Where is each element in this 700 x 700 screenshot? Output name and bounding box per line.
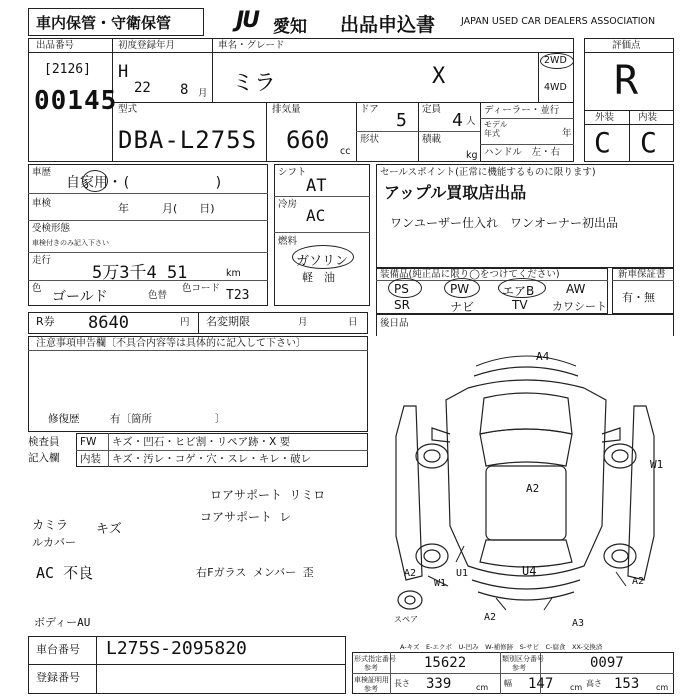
fuel-value: ガソリン [296,254,349,269]
exterior-grade: C [594,126,611,159]
car-name-label: 車名・グレード [218,40,285,51]
equipment-item-navi: ナビ [450,300,475,314]
length-label: 長さ [394,679,410,688]
equipment-item-leather: カワシート [552,300,607,313]
shift-value: AT [306,176,327,196]
handwritten-note-8: ボディーAU [34,616,91,629]
width-value: 147 [528,676,554,692]
seats-unit: 人 [466,116,476,127]
drive-4wd: 4WD [544,82,567,93]
inspector-interior-row: キズ・汚レ・コゲ・穴・スレ・キレ・破レ [112,453,312,465]
history-private-circle [82,170,108,192]
storage-title: 車内保管・守衛保管 [36,14,172,32]
ju-logo: JU [236,8,259,33]
width-unit: cm [570,683,583,692]
inspector-label: 検査員 [28,436,60,448]
height-value: 153 [614,676,640,692]
rating-score: R [614,58,639,104]
type-number-label: 形式指定番号 [354,655,396,663]
repair-value: 有〔箇所 〕 [110,413,226,425]
inspector-fw-row: キズ・凹石・ヒビ割・リペア跡・X 要 [112,436,291,448]
car-grade: X [432,64,446,89]
sales-shop: アップル買取店出品 [384,183,527,202]
mileage-label: 走行 [32,255,52,266]
history-label: 車歴 [32,167,52,178]
damage-mark-6: W1 [434,578,447,589]
warranty-value: 有・無 [622,291,655,304]
height-unit: cm [656,683,669,692]
type-number-value: 15622 [424,655,467,671]
name-change-day: 日 [348,317,358,328]
km-unit: km [226,268,241,279]
registration-number-label: 登録番号 [36,671,80,684]
registration-month: 8 [180,82,189,98]
notes-label: 注意事項申告欄〔不具合内容等は具体的に記入して下さい〕 [36,338,306,349]
lot-number: 00145 [34,86,118,116]
damage-mark-1: A4 [536,350,550,363]
width-label: 幅 [504,679,512,688]
damage-mark-5: U1 [456,568,469,579]
history-value: 自家用・( ) [66,175,223,191]
chassis-label: 車台番号 [36,643,80,656]
name-change-month: 月 [298,317,308,328]
damage-mark-8: A2 [484,612,497,623]
brand-name: 愛知 [273,17,307,37]
equip-circle-ps [388,278,422,298]
cert-ref: 参考 [364,685,378,693]
damage-mark-2: W1 [650,458,664,471]
equip-circle-pw [444,278,480,298]
doors-label: ドア [360,104,379,115]
ac-value: AC [306,206,326,225]
warranty-label: 新車保証書 [618,269,666,280]
shape-label: 形状 [360,134,380,145]
damage-mark-3: A2 [526,482,540,495]
fuel-label: 燃料 [278,236,298,247]
shift-label: シフト [278,167,307,178]
name-change-label: 名変期限 [206,315,250,328]
handle-label: ハンドル 左・右 [484,147,561,158]
displacement-label: 排気量 [272,104,301,115]
mileage-value: 5万3千4 51 [92,263,188,283]
handwritten-note-2: コアサポート レ [200,510,292,524]
seats-label: 定員 [422,104,442,115]
damage-mark-7: A2 [632,576,645,587]
capacity-label: 積載 [422,134,442,145]
equipment-item-airbag: エアB [502,284,535,298]
spare-label: スペア [394,615,418,624]
handwritten-note-5: キズ [96,522,122,537]
car-name: ミラ [232,71,277,96]
equipment-item-aw: AW [566,282,586,296]
registration-label: 初度登録年月 [118,40,176,51]
damage-mark-10: A3 [572,618,585,629]
color-code-label: 色コード [182,283,221,294]
later-items-box [376,314,674,336]
month-unit: 月 [198,88,208,99]
recycle-label: R券 [36,315,55,328]
sales-note: ワンユーザー仕入れ ワンオーナー初出品 [390,216,619,230]
model-year-label: モデル 年式 [484,120,508,138]
later-items-label: 後日品 [380,318,409,329]
inspector-entry-label: 記入欄 [28,452,60,464]
sales-label: セールスポイント(正常に機能するものに限ります) [380,167,596,178]
dealer-label: ディーラー・並行 [484,105,560,116]
seats-value: 4 [452,110,463,131]
type-number-ref: 参考 [364,664,378,672]
equipment-item-ps: PS [394,282,409,296]
cc-unit: cc [340,146,351,157]
handwritten-note-3: カミラ [32,518,69,532]
class-number-value: 0097 [590,655,624,671]
damage-mark-9: U4 [522,564,537,578]
cert-label: 車検証明用 [354,676,389,684]
doors-value: 5 [396,110,407,131]
kg-unit: kg [466,150,478,161]
ac-label: 冷房 [278,199,298,210]
year-unit: 年 [562,128,572,139]
handwritten-note-6: AC 不良 [36,564,94,582]
height-label: 高さ [586,679,602,688]
rating-label: 評価点 [612,40,641,51]
lot-bracket-number: [2126] [44,62,91,77]
lot-label: 出品番号 [36,40,75,51]
color-swap-label: 色替 [148,290,168,301]
damage-mark-4: A2 [404,568,417,579]
inspection-label: 車検 [32,198,52,209]
handwritten-note-1: ロアサポート リミロ [210,488,326,502]
receipt-note: 車検付きのみ記入下さい [32,239,109,247]
color-code-value: T23 [226,288,250,303]
yen-unit: 円 [180,317,190,328]
handwritten-note-7: 右Fガラス メンバー 歪 [196,566,314,579]
interior-label: 内装 [638,112,658,123]
fuel-diesel: 軽 油 [302,271,335,284]
equipment-item-sr: SR [394,298,410,312]
equipment-item-pw: PW [450,282,470,296]
fuel-gasoline-circle [292,245,354,269]
inspector-interior-label: 内装 [80,453,101,465]
damage-diagram [376,336,674,636]
association-name: JAPAN USED CAR DEALERS ASSOCIATION [461,16,656,27]
length-unit: cm [476,683,489,692]
form-title: 出品申込書 [340,14,436,36]
handwritten-note-4: ルカバー [32,536,76,549]
model-label: 型式 [118,104,138,115]
recycle-amount: 8640 [88,313,129,333]
repair-label: 修復歴 [48,413,80,425]
interior-grade: C [640,126,657,159]
equipment-label: 装備品(純正品に限り◯をつけてください) [380,269,560,280]
class-number-label: 類別区分番号 [502,655,544,663]
class-number-ref: 参考 [512,664,526,672]
equip-circle-airbag [498,278,546,298]
drive-2wd: 2WD [544,55,567,66]
color-label: 色 [32,283,42,294]
registration-era: H [118,62,129,82]
color-value: ゴールド [52,289,108,305]
displacement-value: 660 [286,126,330,154]
damage-legend: A-キズ E-エクボ U-凹み W-補修跡 S-サビ C-腐食 XX-交換済 [400,643,603,651]
registration-year: 22 [134,80,151,96]
model-value: DBA-L275S [118,126,258,154]
inspector-fw-label: FW [80,436,97,448]
inspection-value: 年 月( 日) [118,202,215,215]
equipment-item-tv: TV [512,298,528,312]
length-value: 339 [426,676,452,692]
receipt-label: 受検形態 [32,223,71,234]
exterior-label: 外装 [595,112,615,123]
chassis-value: L275S-2095820 [106,638,247,659]
